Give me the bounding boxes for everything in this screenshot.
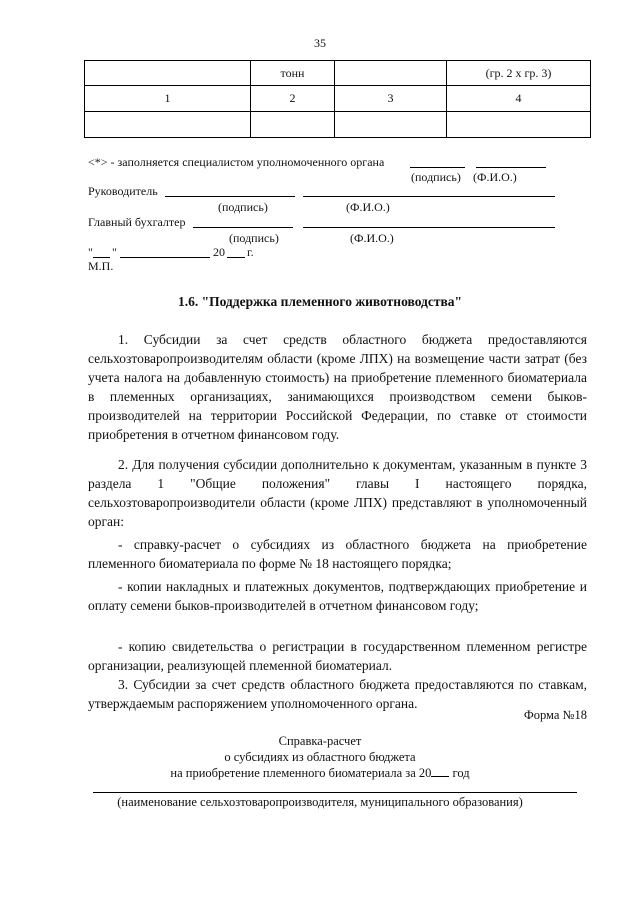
fio-caption: (Ф.И.О.): [350, 231, 394, 245]
form-title-2: о субсидиях из областного бюджета: [224, 750, 416, 764]
data-table: [84, 60, 591, 138]
page-number: 35: [314, 36, 326, 50]
date-year: 20: [213, 245, 225, 259]
paragraph-1: 1. Субсидии за счет средств областного бюджета предоставляются сельхозтоваропроизводителям области (кроме ЛПХ) на возмещение части затрат (без учета налога на добавленную стоимость) на приобретение племенного биоматериала в племенных организациях, занимающихся производством семени быков-производителей на территории Российской Федерации, по ставке от стоимости приобретения в отчетном финансовом году.: [88, 332, 587, 442]
table-cell: 4: [447, 86, 591, 112]
producer-name-line: [93, 792, 577, 793]
form-title-3-suffix: год: [452, 766, 470, 780]
bullet-2: - копии накладных и платежных документов, подтверждающих приобретение и оплату семени быков-производителей в отчетном финансовом году;: [88, 579, 587, 613]
stamp-label: М.П.: [88, 259, 114, 273]
date-year-suffix: г.: [247, 245, 254, 259]
podpis-caption: (подпись): [229, 231, 279, 245]
signature-line: [410, 167, 465, 168]
table-cell: 1: [85, 86, 251, 112]
accountant-signature-line: [193, 227, 293, 228]
table-cell: [335, 112, 447, 138]
table-cell: (гр. 2 х гр. 3): [447, 61, 591, 86]
table-cell: 3: [335, 86, 447, 112]
accountant-label: Главный бухгалтер: [88, 215, 186, 229]
podpis-caption: (подпись): [218, 200, 268, 214]
head-signature-line: [165, 196, 295, 197]
table-cell: тонн: [251, 61, 335, 86]
table-cell: [335, 61, 447, 86]
fio-line: [476, 167, 546, 168]
table-cell: [251, 112, 335, 138]
date-year-line: [227, 257, 245, 258]
podpis-caption: (подпись): [411, 170, 461, 184]
date-month-line: [120, 257, 210, 258]
table-cell: [447, 112, 591, 138]
bullet-1: - справку-расчет о субсидиях из областного бюджета на приобретение племенного биоматериала по форме № 18 настоящего порядка;: [88, 537, 587, 571]
section-title: 1.6. "Поддержка племенного животноводства": [177, 294, 463, 309]
producer-name-caption: (наименование сельхозтоваропроизводителя, муниципального образования): [117, 795, 523, 809]
form-title-3-prefix: на приобретение племенного биоматериала за 20: [170, 766, 432, 780]
table-cell: [85, 61, 251, 86]
form-title-3: [0, 765, 640, 781]
head-fio-line: [303, 196, 555, 197]
table-row: [85, 86, 591, 112]
accountant-fio-line: [303, 227, 555, 228]
fio-caption: (Ф.И.О.): [473, 170, 517, 184]
table-cell: 2: [251, 86, 335, 112]
bullet-3: - копию свидетельства о регистрации в государственном племенном регистре организации, реализующей племенной биоматериал.: [88, 639, 587, 673]
date-quote-close: ": [112, 245, 117, 259]
paragraph-2: 2. Для получения субсидии дополнительно к документам, указанным в пункте 3 раздела 1 "Общие положения" главы I настоящего порядка, сельхозтоваропроизводители области (кроме ЛПХ) представляют в уполномоченный орган:: [88, 457, 587, 529]
specialist-note: <*> - заполняется специалистом уполномоченного органа: [88, 155, 385, 169]
form-label: Форма №18: [523, 708, 587, 722]
table-row: [85, 112, 591, 138]
table-cell: [85, 112, 251, 138]
date-quote-open: ": [88, 245, 93, 259]
fio-caption: (Ф.И.О.): [346, 200, 390, 214]
form-title-1: Справка-расчет: [278, 734, 362, 748]
head-label: Руководитель: [88, 184, 158, 198]
table-row: [85, 61, 591, 86]
paragraph-3: 3. Субсидии за счет средств областного бюджета предоставляются по ставкам, утверждаемым распоряжением уполномоченного органа.: [88, 677, 587, 711]
year-blank-line: [431, 765, 449, 777]
date-day-line: [93, 257, 110, 258]
